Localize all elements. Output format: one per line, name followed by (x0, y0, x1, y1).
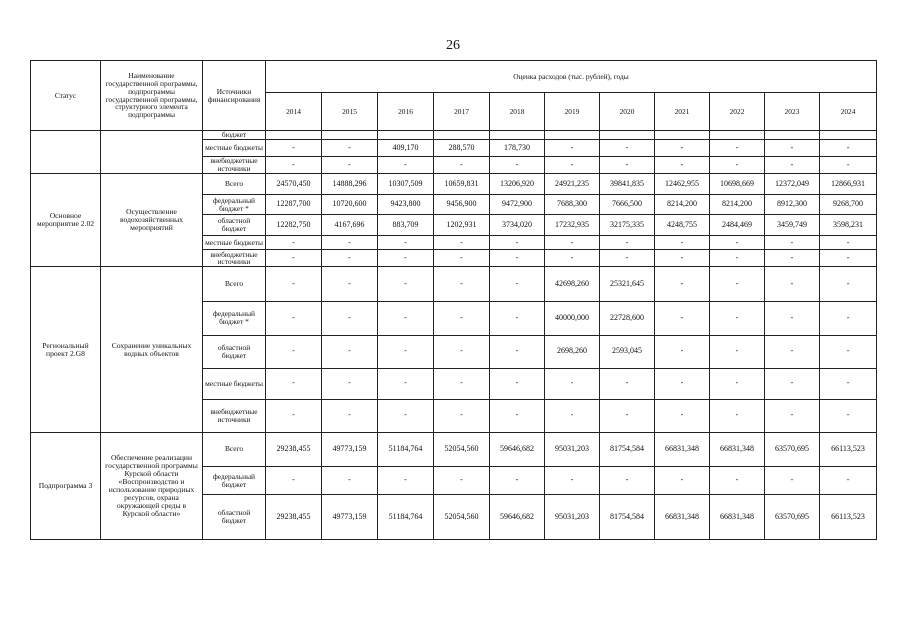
header-status: Статус (31, 61, 101, 131)
funding-source: местные бюджеты (203, 368, 266, 399)
value-cell: 12282,750 (266, 215, 322, 236)
value-cell: 51184,764 (378, 495, 434, 540)
value-cell: - (434, 368, 490, 399)
value-cell: 9456,900 (434, 194, 490, 215)
value-cell: - (600, 156, 655, 174)
table-body (31, 131, 877, 540)
value-cell: - (378, 368, 434, 399)
value-cell: 66831,348 (655, 432, 710, 466)
funding-source: местные бюджеты (203, 140, 266, 157)
value-cell: - (266, 466, 322, 495)
section-status: Подпрограмма 3 (31, 432, 101, 539)
value-cell: - (820, 156, 877, 174)
value-cell: - (655, 399, 710, 432)
value-cell: - (322, 235, 378, 249)
value-cell: 51184,764 (378, 432, 434, 466)
value-cell (545, 131, 600, 140)
value-cell: - (490, 368, 545, 399)
value-cell: - (266, 235, 322, 249)
value-cell: - (820, 466, 877, 495)
value-cell: 10720,600 (322, 194, 378, 215)
value-cell: - (545, 466, 600, 495)
value-cell: - (820, 368, 877, 399)
header-year: 2022 (710, 93, 765, 131)
value-cell: - (655, 267, 710, 301)
value-cell (434, 131, 490, 140)
value-cell: 288,570 (434, 140, 490, 157)
value-cell: - (655, 301, 710, 335)
value-cell: 7688,300 (545, 194, 600, 215)
page-number: 26 (446, 38, 460, 53)
value-cell: - (378, 399, 434, 432)
value-cell: 29238,455 (266, 495, 322, 540)
value-cell: 63570,695 (765, 495, 820, 540)
value-cell: - (655, 335, 710, 368)
funding-source: федеральный бюджет (203, 466, 266, 495)
value-cell: 66113,523 (820, 432, 877, 466)
table-header (31, 61, 877, 131)
value-cell: 12372,049 (765, 174, 820, 195)
value-cell: 10698,669 (710, 174, 765, 195)
value-cell: - (545, 399, 600, 432)
value-cell: - (765, 466, 820, 495)
value-cell: - (655, 250, 710, 267)
value-cell: - (765, 156, 820, 174)
header-year: 2021 (655, 93, 710, 131)
value-cell: - (600, 368, 655, 399)
value-cell: - (710, 335, 765, 368)
value-cell: - (490, 235, 545, 249)
funding-source: областной бюджет (203, 495, 266, 540)
value-cell: - (490, 301, 545, 335)
value-cell: 8214,200 (655, 194, 710, 215)
value-cell: - (378, 235, 434, 249)
value-cell: 10307,509 (378, 174, 434, 195)
value-cell: - (434, 301, 490, 335)
funding-source: местные бюджеты (203, 235, 266, 249)
value-cell: - (378, 156, 434, 174)
table-row (31, 131, 877, 140)
value-cell: - (266, 301, 322, 335)
value-cell: 29238,455 (266, 432, 322, 466)
value-cell: - (655, 140, 710, 157)
value-cell: 59646,682 (490, 432, 545, 466)
section-name (101, 131, 203, 174)
value-cell (655, 131, 710, 140)
value-cell: - (655, 235, 710, 249)
funding-source: Всего (203, 174, 266, 195)
value-cell (710, 131, 765, 140)
value-cell: - (600, 250, 655, 267)
header-year: 2014 (266, 93, 322, 131)
value-cell: 52054,560 (434, 432, 490, 466)
value-cell: - (600, 140, 655, 157)
value-cell: - (322, 368, 378, 399)
value-cell: - (266, 140, 322, 157)
value-cell: - (710, 399, 765, 432)
funding-source: областной бюджет (203, 335, 266, 368)
value-cell: 95031,203 (545, 495, 600, 540)
value-cell: 95031,203 (545, 432, 600, 466)
value-cell: - (765, 368, 820, 399)
value-cell: - (545, 235, 600, 249)
value-cell: - (710, 267, 765, 301)
value-cell: 4167,696 (322, 215, 378, 236)
value-cell: - (600, 235, 655, 249)
value-cell: - (266, 399, 322, 432)
funding-source: внебюджетные источники (203, 250, 266, 267)
value-cell: - (710, 250, 765, 267)
header-year: 2018 (490, 93, 545, 131)
value-cell (600, 131, 655, 140)
section-status (31, 131, 101, 174)
value-cell: - (490, 466, 545, 495)
funding-source: внебюджетные источники (203, 399, 266, 432)
value-cell: 12462,955 (655, 174, 710, 195)
value-cell: - (490, 399, 545, 432)
funding-source: внебюджетные источники (203, 156, 266, 174)
value-cell: - (322, 335, 378, 368)
value-cell: 2698,260 (545, 335, 600, 368)
value-cell: 66113,523 (820, 495, 877, 540)
value-cell: - (378, 301, 434, 335)
header-year: 2023 (765, 93, 820, 131)
value-cell: - (820, 399, 877, 432)
value-cell: - (266, 250, 322, 267)
value-cell: 14888,296 (322, 174, 378, 195)
header-year: 2017 (434, 93, 490, 131)
value-cell: - (820, 335, 877, 368)
value-cell: - (490, 156, 545, 174)
value-cell: - (434, 235, 490, 249)
value-cell: 178,730 (490, 140, 545, 157)
header-year: 2015 (322, 93, 378, 131)
value-cell: 40000,000 (545, 301, 600, 335)
value-cell: - (545, 156, 600, 174)
header-sources: Источники финансирования (203, 61, 266, 131)
value-cell: - (655, 368, 710, 399)
funding-source: Всего (203, 432, 266, 466)
value-cell: 66831,348 (710, 495, 765, 540)
funding-source: федеральный бюджет * (203, 194, 266, 215)
value-cell: - (545, 140, 600, 157)
value-cell (820, 131, 877, 140)
value-cell: 63570,695 (765, 432, 820, 466)
value-cell: - (322, 140, 378, 157)
value-cell: - (820, 301, 877, 335)
value-cell: 12866,931 (820, 174, 877, 195)
value-cell: 3459,749 (765, 215, 820, 236)
funding-source: областной бюджет (203, 215, 266, 236)
value-cell: 24921,235 (545, 174, 600, 195)
value-cell: - (655, 466, 710, 495)
header-year: 2020 (600, 93, 655, 131)
value-cell: 4248,755 (655, 215, 710, 236)
value-cell: - (322, 466, 378, 495)
header-year: 2019 (545, 93, 600, 131)
value-cell: 9423,800 (378, 194, 434, 215)
value-cell: - (266, 368, 322, 399)
value-cell: 8912,300 (765, 194, 820, 215)
value-cell: - (434, 156, 490, 174)
value-cell: - (765, 335, 820, 368)
value-cell: - (434, 466, 490, 495)
value-cell: - (765, 250, 820, 267)
value-cell: 1202,931 (434, 215, 490, 236)
value-cell: 883,709 (378, 215, 434, 236)
value-cell: - (490, 335, 545, 368)
value-cell: - (765, 140, 820, 157)
header-year: 2024 (820, 93, 877, 131)
value-cell: - (322, 267, 378, 301)
value-cell (266, 131, 322, 140)
value-cell: 7666,500 (600, 194, 655, 215)
value-cell: - (710, 466, 765, 495)
value-cell: - (710, 156, 765, 174)
section-status: Основное мероприятие 2.02 (31, 174, 101, 267)
value-cell (490, 131, 545, 140)
value-cell: 42698,260 (545, 267, 600, 301)
section-name: Осуществление водохозяйственных мероприятий (101, 174, 203, 267)
value-cell: 81754,584 (600, 495, 655, 540)
value-cell: - (765, 301, 820, 335)
value-cell: 52054,560 (434, 495, 490, 540)
value-cell (378, 131, 434, 140)
value-cell: - (600, 466, 655, 495)
value-cell: 22728,600 (600, 301, 655, 335)
table-row (31, 174, 877, 195)
value-cell: - (710, 235, 765, 249)
value-cell: - (820, 250, 877, 267)
value-cell: 49773,159 (322, 495, 378, 540)
value-cell: - (434, 267, 490, 301)
value-cell: - (600, 399, 655, 432)
value-cell: - (378, 267, 434, 301)
value-cell: 3734,020 (490, 215, 545, 236)
funding-source: бюджет (203, 131, 266, 140)
value-cell: 66831,348 (710, 432, 765, 466)
value-cell: 2484,469 (710, 215, 765, 236)
value-cell: - (490, 267, 545, 301)
value-cell: 409,170 (378, 140, 434, 157)
value-cell: - (266, 156, 322, 174)
value-cell: - (322, 399, 378, 432)
value-cell: - (434, 335, 490, 368)
value-cell: - (434, 250, 490, 267)
header-year: 2016 (378, 93, 434, 131)
value-cell: 10659,831 (434, 174, 490, 195)
value-cell: - (490, 250, 545, 267)
value-cell: - (765, 235, 820, 249)
value-cell: - (710, 301, 765, 335)
value-cell: - (378, 335, 434, 368)
section-name: Сохранение уникальных водных объектов (101, 267, 203, 432)
value-cell: 3598,231 (820, 215, 877, 236)
value-cell: 81754,584 (600, 432, 655, 466)
value-cell: - (765, 267, 820, 301)
value-cell: - (545, 250, 600, 267)
value-cell: - (820, 140, 877, 157)
value-cell: 24570,450 (266, 174, 322, 195)
value-cell (322, 131, 378, 140)
funding-source: федеральный бюджет * (203, 301, 266, 335)
value-cell: - (378, 250, 434, 267)
value-cell: 66831,348 (655, 495, 710, 540)
value-cell: - (322, 301, 378, 335)
value-cell: 2593,045 (600, 335, 655, 368)
budget-table (30, 60, 877, 540)
value-cell: - (655, 156, 710, 174)
table-row (31, 267, 877, 301)
value-cell: - (322, 156, 378, 174)
value-cell: - (266, 335, 322, 368)
value-cell: - (266, 267, 322, 301)
section-name: Обеспечение реализации государственной программы Курской области «Воспроизводство и использование природных ресурсов, охрана окружающей среды в Курской области» (101, 432, 203, 539)
value-cell: - (322, 250, 378, 267)
value-cell: 13206,920 (490, 174, 545, 195)
value-cell: 49773,159 (322, 432, 378, 466)
value-cell: 59646,682 (490, 495, 545, 540)
value-cell: - (765, 399, 820, 432)
section-status: Региональный проект 2.G8 (31, 267, 101, 432)
value-cell: - (710, 368, 765, 399)
value-cell: 39841,835 (600, 174, 655, 195)
value-cell: - (820, 235, 877, 249)
header-estimate: Оценка расходов (тыс. рублей), годы (266, 61, 877, 93)
value-cell: 9268,700 (820, 194, 877, 215)
value-cell: - (820, 267, 877, 301)
value-cell: 9472,900 (490, 194, 545, 215)
funding-source: Всего (203, 267, 266, 301)
value-cell (765, 131, 820, 140)
value-cell: - (710, 140, 765, 157)
header-name: Наименование государственной программы, подпрограммы государственной программы, структурного элемента подпрограммы (101, 61, 203, 131)
value-cell: 25321,645 (600, 267, 655, 301)
table-row (31, 432, 877, 466)
value-cell: 12287,700 (266, 194, 322, 215)
value-cell: 17232,935 (545, 215, 600, 236)
value-cell: - (378, 466, 434, 495)
value-cell: - (545, 368, 600, 399)
value-cell: - (434, 399, 490, 432)
value-cell: 8214,200 (710, 194, 765, 215)
value-cell: 32175,335 (600, 215, 655, 236)
